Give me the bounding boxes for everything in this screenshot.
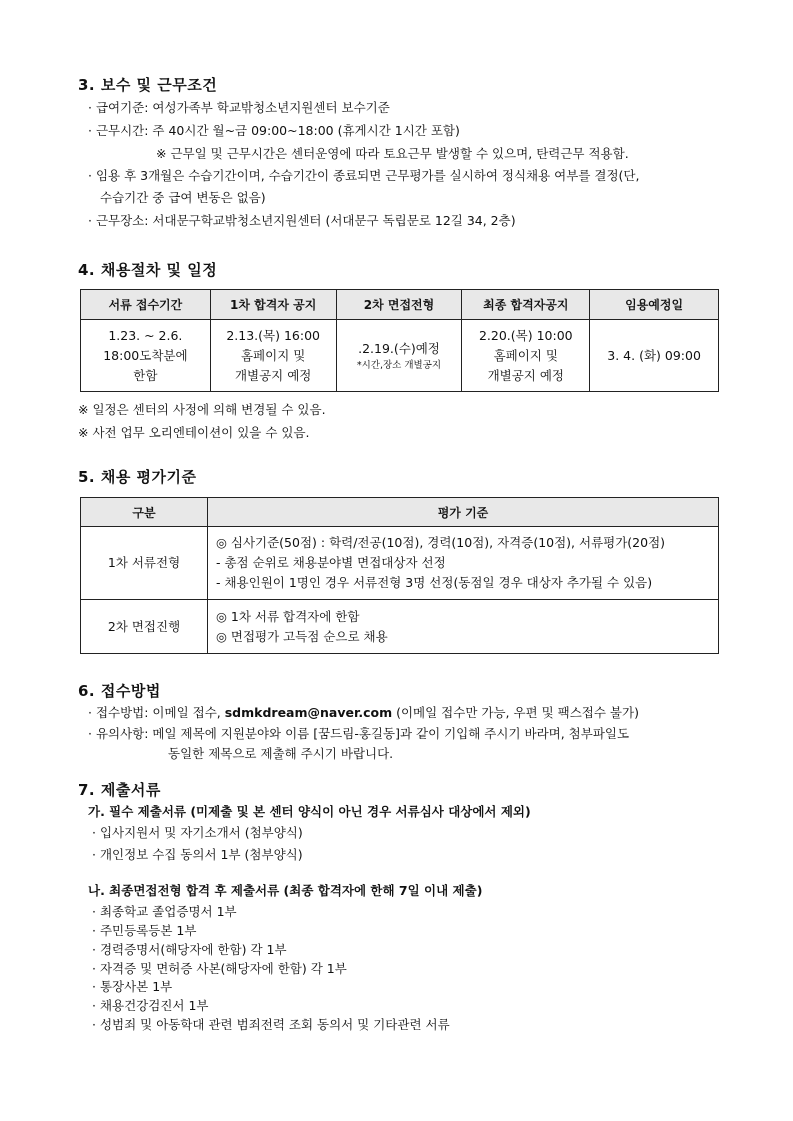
cell-first-pass: 2.13.(목) 16:00 홈페이지 및 개별공지 예정 [210,320,336,392]
row-1-label: 1차 서류전형 [81,527,208,600]
probation-line-1: · 임용 후 3개월은 수습기간이며, 수습기간이 종료되면 근무평가를 실시하여 정식채용 여부를 결정(단, [88,168,640,183]
schedule-header-row [81,290,719,320]
row-2-criteria: ◎ 1차 서류 합격자에 한함 ◎ 면접평가 고득점 순으로 채용 [208,600,719,654]
email-address: sdmkdream@naver.com [224,705,393,720]
header-application-period: 서류 접수기간 [81,290,211,320]
section-4-title: 4. 채용절차 및 일정 [78,261,218,279]
required-doc-item: · 입사지원서 및 자기소개서 (첨부양식) [92,825,303,840]
final-doc-item: · 성범죄 및 아동학대 관련 범죄전력 조회 동의서 및 기타관련 서류 [92,1017,450,1032]
final-docs-title: 나. 최종면접전형 합격 후 제출서류 (최종 합격자에 한해 7일 이내 제출) [88,883,483,898]
work-hours-note: ※ 근무일 및 근무시간은 센터운영에 따라 토요근무 발생할 수 있으며, 탄력근무 적용함. [156,146,629,161]
salary-basis: · 급여기준: 여성가족부 학교밖청소년지원센터 보수기준 [88,100,390,115]
section-3-title: 3. 보수 및 근무조건 [78,76,218,94]
final-doc-item: · 최종학교 졸업증명서 1부 [92,904,237,919]
final-doc-item: · 통장사본 1부 [92,979,173,994]
notice-line-1: · 유의사항: 메일 제목에 지원분야와 이름 [꿈드림-홍길동]과 같이 기입해 주시기 바라며, 첨부파일도 [88,726,630,741]
cell-application-period: 1.23. ~ 2.6. 18:00도착분에 한함 [81,320,211,392]
schedule-note-2: ※ 사전 업무 오리엔테이션이 있을 수 있음. [78,425,310,440]
cell-start-date: 3. 4. (화) 09:00 [590,320,719,392]
row-1-criteria: ◎ 심사기준(50점) : 학력/전공(10점), 경력(10점), 자격증(10점), 서류평가(20점) - 총점 순위로 채용분야별 면접대상자 선정 - 채용인원이 1명인 경우 서류전형 3명 선정(동점일 경우 대상자 추가될 수 있음) [208,527,719,600]
section-6-title: 6. 접수방법 [78,682,161,700]
section-7-title: 7. 제출서류 [78,781,161,799]
schedule-row [81,320,719,392]
header-final-pass: 최종 합격자공지 [462,290,590,320]
work-hours: · 근무시간: 주 40시간 월~금 09:00~18:00 (휴게시간 1시간 포함) [88,123,460,138]
final-doc-item: · 채용건강검진서 1부 [92,998,209,1013]
header-criteria: 평가 기준 [208,498,719,527]
evaluation-table [80,497,719,654]
required-doc-item: · 개인정보 수집 동의서 1부 (첨부양식) [92,847,303,862]
row-2-label: 2차 면접진행 [81,600,208,654]
header-category: 구분 [81,498,208,527]
header-interview: 2차 면접전형 [336,290,462,320]
schedule-note-1: ※ 일정은 센터의 사정에 의해 변경될 수 있음. [78,402,326,417]
section-5-title: 5. 채용 평가기준 [78,468,197,486]
work-location: · 근무장소: 서대문구학교밖청소년지원센터 (서대문구 독립문로 12길 34, 2층) [88,213,516,228]
evaluation-header-row [81,498,719,527]
required-docs-title: 가. 필수 제출서류 (미제출 및 본 센터 양식이 아닌 경우 서류심사 대상에서 제외) [88,804,531,819]
notice-line-2: 동일한 제목으로 제출해 주시기 바랍니다. [168,746,394,761]
final-doc-item: · 주민등록등본 1부 [92,923,197,938]
cell-final-pass: 2.20.(목) 10:00 홈페이지 및 개별공지 예정 [462,320,590,392]
final-doc-item: · 경력증명서(해당자에 한함) 각 1부 [92,942,287,957]
header-first-pass: 1차 합격자 공지 [210,290,336,320]
evaluation-row-1 [81,527,719,600]
interview-note: *시간,장소 개별공지 [356,360,442,371]
probation-line-2: 수습기간 중 급여 변동은 없음) [100,190,266,205]
schedule-table [80,289,719,392]
evaluation-row-2 [81,600,719,654]
cell-interview: .2.19.(수)예정 *시간,장소 개별공지 [336,320,462,392]
final-doc-item: · 자격증 및 면허증 사본(해당자에 한함) 각 1부 [92,961,347,976]
header-start-date: 임용예정일 [590,290,719,320]
application-method: · 접수방법: 이메일 접수, sdmkdream@naver.com (이메일 접수만 가능, 우편 및 팩스접수 불가) [88,705,639,720]
